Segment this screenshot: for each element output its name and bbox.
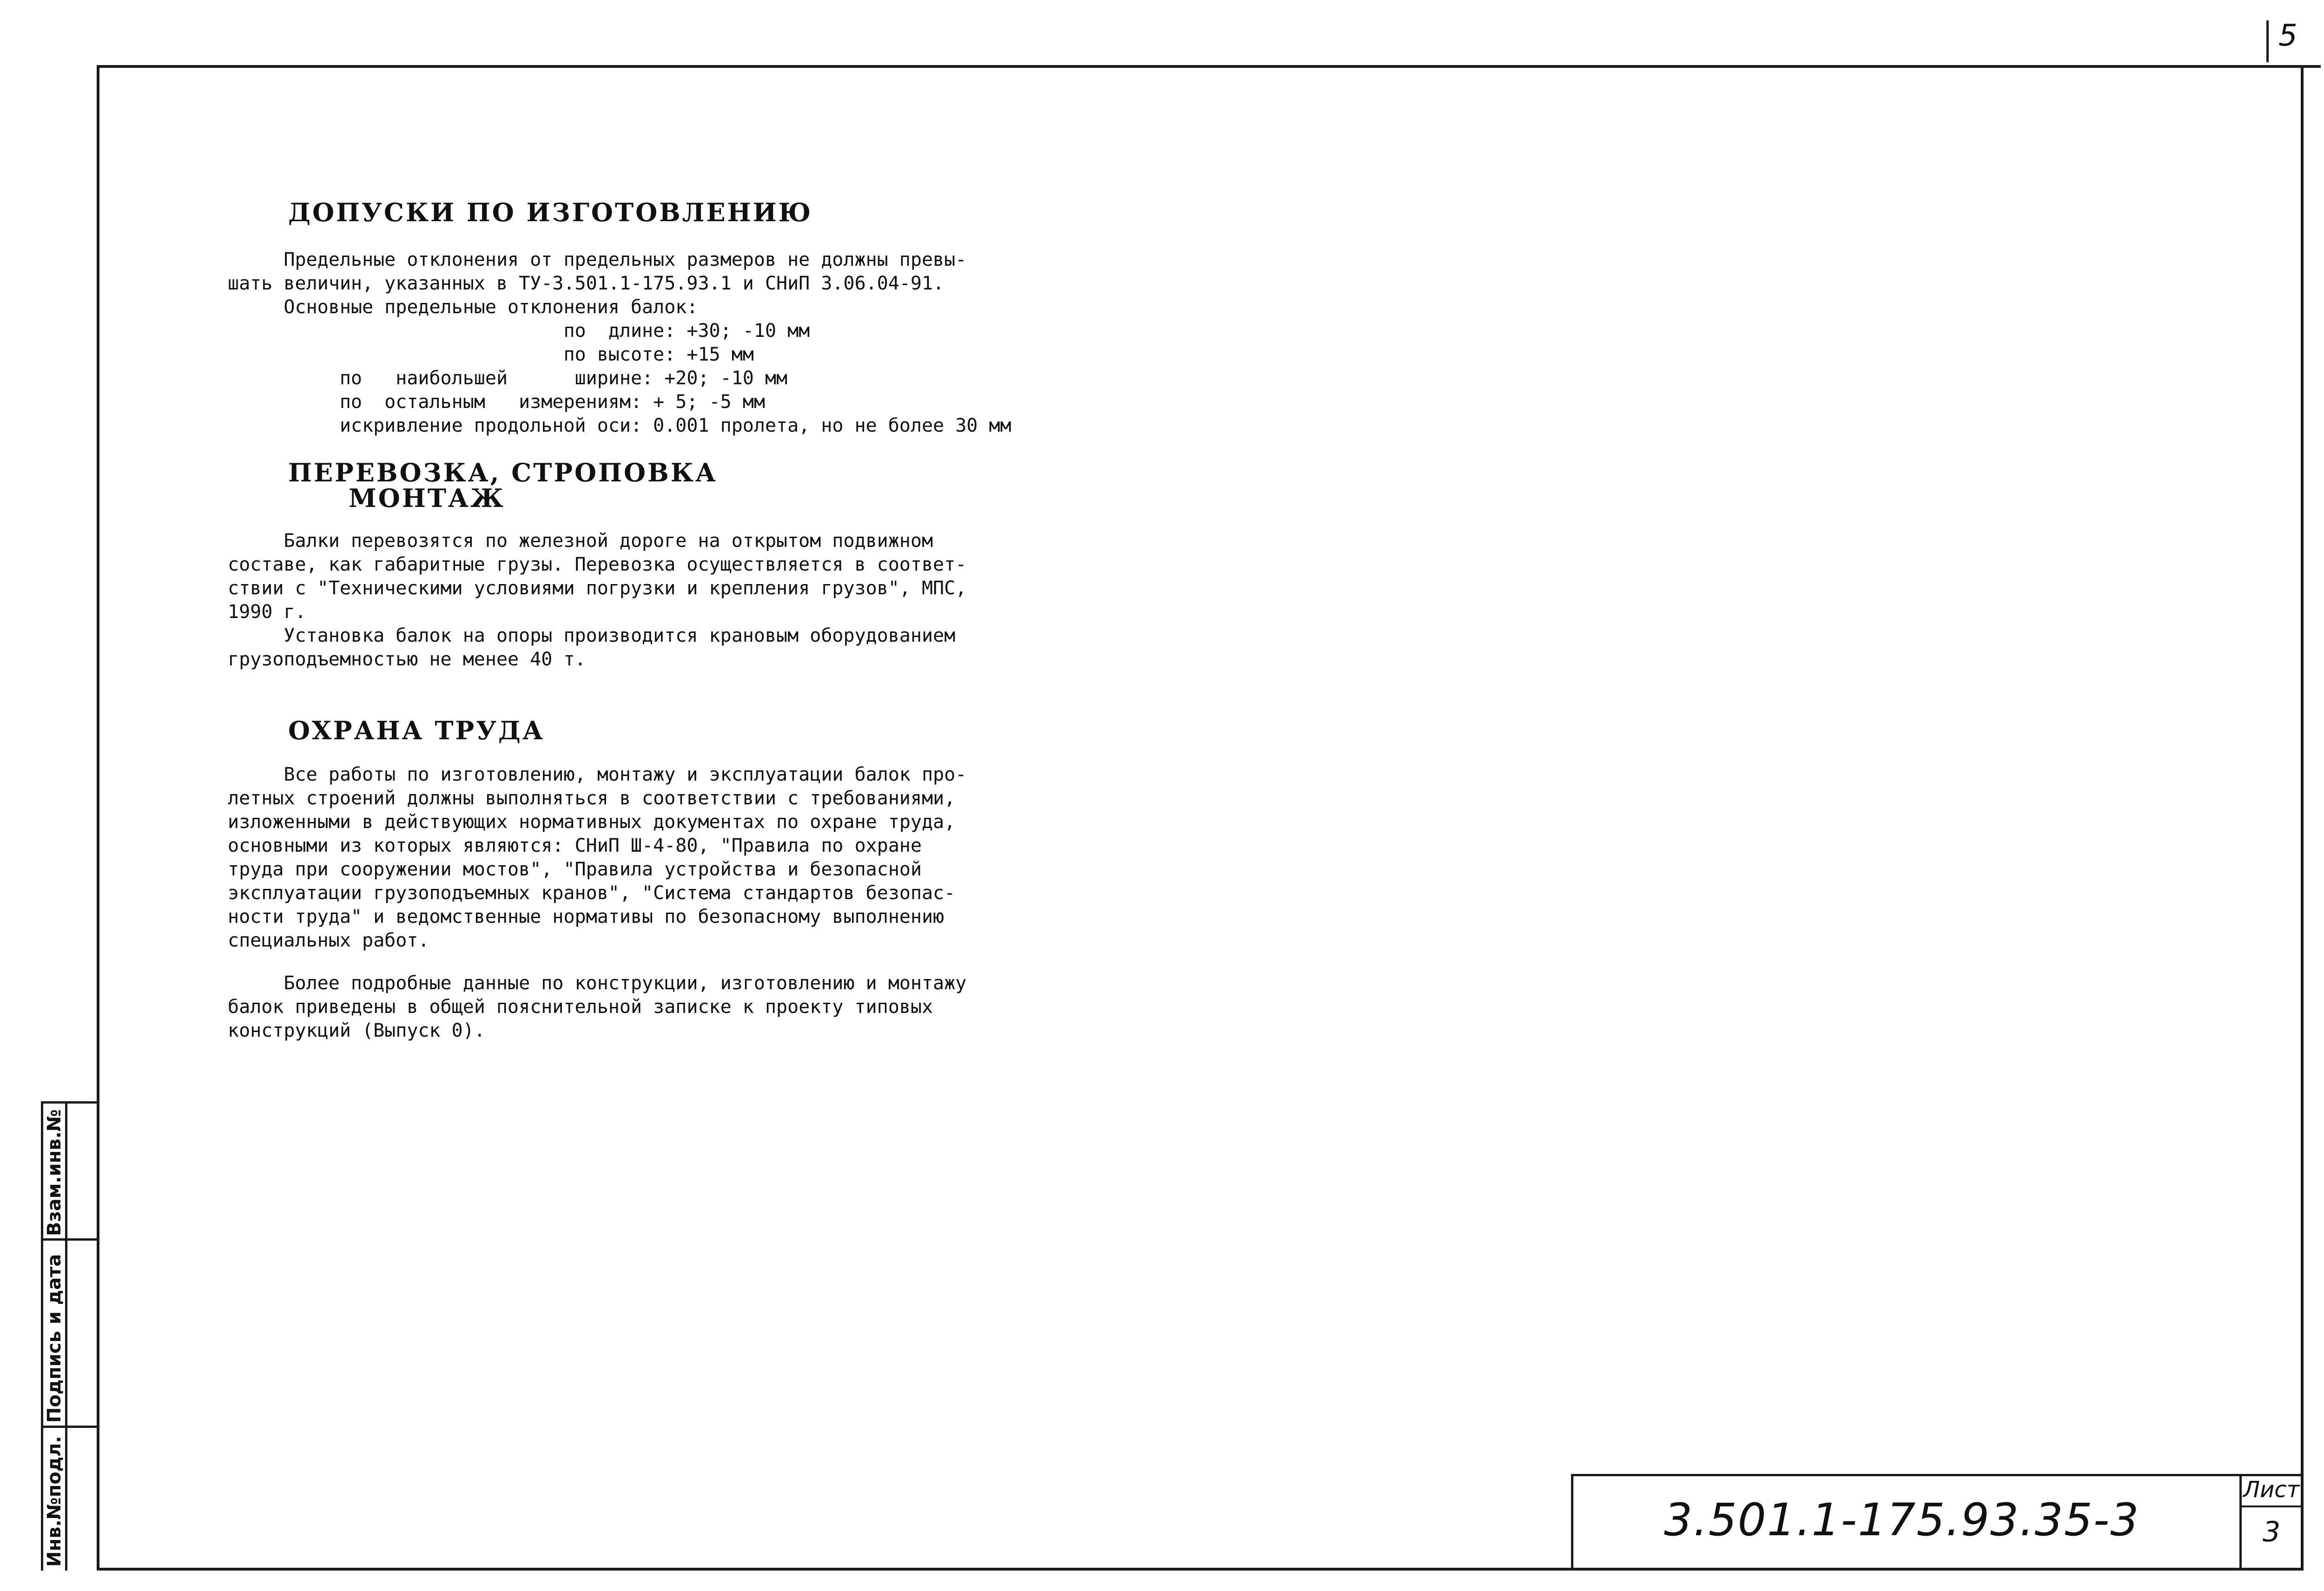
text-line: по длине: +30; -10 мм [228, 320, 810, 342]
text-line: Балки перевозятся по железной дороге на открытом подвижном [228, 530, 933, 552]
side-stamp-column-divider [65, 1101, 67, 1571]
corner-page-number: 5 [2278, 19, 2298, 53]
side-stamp-outer-left [41, 1101, 43, 1571]
sheet-number: 3 [2263, 1516, 2281, 1548]
frame-left [97, 65, 99, 1571]
text-line: Более подробные данные по конструкции, изготовлению и монтажу [228, 973, 967, 994]
text-line: ствии с "Техническими условиями погрузки и крепления грузов", МПС, [228, 578, 967, 599]
side-stamp-field-replacement: Взам.инв.№ [44, 1109, 65, 1236]
text-line: эксплуатации грузоподъемных кранов", "Система стандартов безопас- [228, 882, 956, 904]
text-line: балок приведены в общей пояснительной записке к проекту типовых [228, 996, 933, 1018]
document-code: 3.501.1-175.93.35-3 [1664, 1494, 2140, 1546]
text-line: Установка балок на опоры производится крановым оборудованием [228, 625, 956, 646]
sheet-label: Лист [2243, 1477, 2300, 1503]
side-stamp-divider-2 [41, 1426, 99, 1428]
text-line: шать величин, указанных в ТУ-3.501.1-175.93.1 и СНиП 3.06.04-91. [228, 273, 944, 294]
frame-bottom [97, 1568, 2304, 1571]
corner-divider [2266, 20, 2269, 62]
title-block-sheet-divider [2239, 1474, 2242, 1571]
side-stamp-field-inventory: Инв.№подл. [44, 1436, 65, 1567]
frame-top [97, 65, 2321, 68]
side-stamp-top [41, 1101, 99, 1104]
text-line: Все работы по изготовлению, монтажу и эксплуатации балок про- [228, 764, 967, 785]
side-stamp-field-signature: Подпись и дата [44, 1254, 65, 1423]
side-stamp-divider-1 [41, 1238, 99, 1241]
text-line: по высоте: +15 мм [228, 344, 754, 365]
text-line: Предельные отклонения от предельных размеров не должны превы- [228, 249, 967, 270]
text-line: изложенными в действующих нормативных документах по охране труда, [228, 811, 956, 833]
title-block-top [1571, 1474, 2304, 1476]
title-block-sheet-row [2239, 1506, 2304, 1507]
heading-transport: ПЕРЕВОЗКА, СТРОПОВКА [288, 458, 718, 487]
text-line: грузоподъемностью не менее 40 т. [228, 649, 586, 670]
heading-manufacturing: ДОПУСКИ ПО ИЗГОТОВЛЕНИЮ [288, 197, 813, 227]
text-line: специальных работ. [228, 930, 429, 951]
text-line: труда при сооружении мостов", "Правила устройства и безопасной [228, 859, 922, 880]
heading-erection: МОНТАЖ [349, 483, 505, 513]
text-line: искривление продольной оси: 0.001 пролета, но не более 30 мм [228, 415, 1011, 436]
text-line: составе, как габаритные грузы. Перевозка осуществляется в соответ- [228, 554, 967, 575]
frame-right [2301, 65, 2304, 1571]
text-line: по наибольшей ширине: +20; -10 мм [228, 368, 788, 389]
text-line: Основные предельные отклонения балок: [228, 296, 698, 318]
text-line: конструкций (Выпуск 0). [228, 1020, 485, 1041]
text-line: ности труда" и ведомственные нормативы по безопасному выполнению [228, 906, 944, 927]
heading-safety: ОХРАНА ТРУДА [288, 716, 545, 745]
text-line: 1990 г. [228, 601, 306, 623]
text-line: по остальным измерениям: + 5; -5 мм [228, 391, 765, 413]
text-line: основными из которых являются: СНиП Ш-4-80, "Правила по охране [228, 835, 922, 856]
text-line: летных строений должны выполняться в соответствии с требованиями, [228, 788, 956, 809]
title-block-left [1571, 1474, 1573, 1571]
